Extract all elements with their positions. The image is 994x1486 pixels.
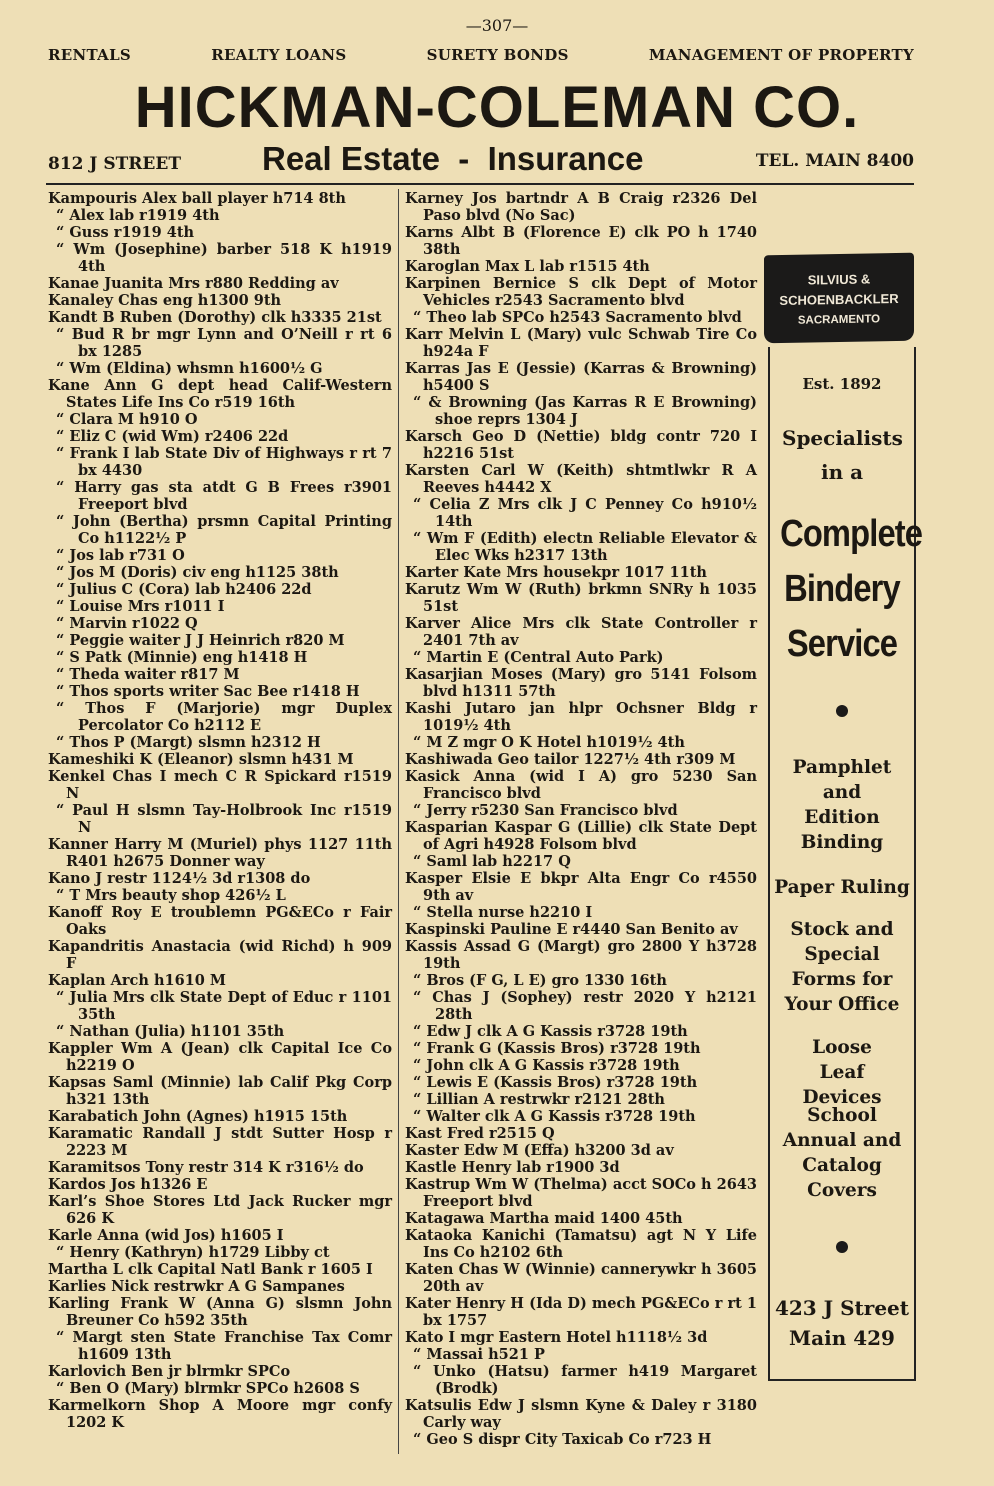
directory-entry: Kampouris Alex ball player h714 8th [48,190,346,207]
bindery-advertisement [768,347,923,1381]
directory-entry: “ Nathan (Julia) h1101 35th [56,1023,285,1040]
bullet-icon [836,705,848,717]
directory-entry: “ Geo S dispr City Taxicab Co r723 H [413,1431,712,1448]
directory-entry: Kataoka Kanichi (Tamatsu) agt N Y Life Ins Co h2102 6th [405,1227,757,1261]
directory-entry: Kanoff Roy E troublemn PG&ECo r Fair Oaks [48,904,392,938]
service-rentals: RENTALS [48,46,132,64]
ad-service-covers: School Annual and Catalog Covers [782,1105,902,1201]
directory-entry: Kashi Jutaro jan hlpr Ochsner Bldg r 1019½ 4th [405,700,757,734]
page-number: —307— [465,16,529,35]
directory-entry: Kanner Harry M (Muriel) phys 1127 11th R401 h2675 Donner way [48,836,392,870]
directory-entry: Karras Jas E (Jessie) (Karras & Browning) h5400 S [405,360,757,394]
directory-entry: “ Wm F (Edith) electn Reliable Elevator & Elec Wks h2317 13th [413,530,757,564]
directory-entry: “ Stella nurse h2210 I [413,904,593,921]
directory-entry: “ Julia Mrs clk State Dept of Educ r 1101 35th [56,989,392,1023]
directory-entry: Kameshiki K (Eleanor) slsmn h431 M [48,751,354,768]
directory-entry: Kandt B Ruben (Dorothy) clk h3335 21st [48,309,382,326]
directory-entry: Kane Ann G dept head Calif-Western States Life Ins Co r519 16th [48,377,392,411]
services-line [48,46,914,64]
directory-column-left [48,190,392,1431]
directory-entry: “ Louise Mrs r1011 I [56,598,225,615]
ad-headline-3: Service [786,623,898,665]
directory-entry: Kasick Anna (wid I A) gro 5230 San Francisco blvd [405,768,757,802]
directory-entry: “ Bud R br mgr Lynn and O’Neill r rt 6 bx 1285 [56,326,392,360]
directory-entry: “ Eliz C (wid Wm) r2406 22d [56,428,289,445]
directory-entry: “ Wm (Josephine) barber 518 K h1919 4th [56,241,392,275]
ad-service-binding: Pamphlet and Edition Binding [792,757,892,853]
directory-entry: “ Walter clk A G Kassis r3728 19th [413,1108,696,1125]
directory-entry: “ Thos P (Margt) slsmn h2312 H [56,734,321,751]
directory-entry: Kasper Elsie E bkpr Alta Engr Co r4550 9th av [405,870,757,904]
directory-entry: “ M Z mgr O K Hotel h1019½ 4th [413,734,685,751]
ad-footer [770,1293,914,1353]
directory-entry: Kappler Wm A (Jean) clk Capital Ice Co h2219 O [48,1040,392,1074]
directory-entry: “ Ben O (Mary) blrmkr SPCo h2608 S [56,1380,360,1397]
directory-entry: “ Paul H slsmn Tay-Holbrook Inc r1519 N [56,802,392,836]
directory-entry: “ John clk A G Kassis r3728 19th [413,1057,680,1074]
directory-entry: “ Edw J clk A G Kassis r3728 19th [413,1023,688,1040]
directory-entry: “ Saml lab h2217 Q [413,853,571,870]
directory-entry: “ Thos sports writer Sac Bee r1418 H [56,683,360,700]
directory-entry: “ Guss r1919 4th [56,224,195,241]
directory-entry: Katen Chas W (Winnie) cannerywkr h 3605 20th av [405,1261,757,1295]
directory-entry: “ Julius C (Cora) lab h2406 22d [56,581,312,598]
directory-entry: Kardos Jos h1326 E [48,1176,208,1193]
service-surety-bonds: SURETY BONDS [426,46,569,64]
directory-entry: “ Martin E (Central Auto Park) [413,649,664,666]
ad-headline-2: Bindery [784,568,900,610]
directory-entry: Karamatic Randall J stdt Sutter Hosp r 2223 M [48,1125,392,1159]
directory-entry: “ Bros (F G, L E) gro 1330 16th [413,972,667,989]
directory-entry: Kasarjian Moses (Mary) gro 5141 Folsom blvd h1311 57th [405,666,757,700]
directory-entry: “ & Browning (Jas Karras R E Browning) shoe reprs 1304 J [413,394,757,428]
directory-entry: “ Chas J (Sophey) restr 2020 Y h2121 28th [413,989,757,1023]
company-name: HICKMAN-COLEMAN CO. [134,75,860,140]
directory-entry: “ Marvin r1022 Q [56,615,198,632]
ad-address: 423 J Street [774,1296,910,1320]
directory-entry: “ Unko (Hatsu) farmer h419 Margaret (Brodk) [413,1363,757,1397]
service-management: MANAGEMENT OF PROPERTY [648,46,914,64]
directory-entry: “ Massai h521 P [413,1346,545,1363]
directory-entry: Karamitsos Tony restr 314 K r316½ do [48,1159,364,1176]
directory-entry: Kano J restr 1124½ 3d r1308 do [48,870,311,887]
directory-entry: Karoglan Max L lab r1515 4th [405,258,650,275]
company-telephone: TEL. MAIN 8400 [755,151,914,171]
directory-entry: Kanae Juanita Mrs r880 Redding av [48,275,339,292]
directory-entry: Karabatich John (Agnes) h1915 15th [48,1108,348,1125]
directory-entry: “ S Patk (Minnie) eng h1418 H [56,649,308,666]
ad-phone: Main 429 [789,1326,895,1350]
directory-entry: “ Frank I lab State Div of Highways r rt 7 bx 4430 [56,445,392,479]
directory-entry: Kapandritis Anastacia (wid Richd) h 909 F [48,938,392,972]
directory-entry: Kastle Henry lab r1900 3d [405,1159,620,1176]
bindery-logo [764,254,916,342]
directory-entry: Karsch Geo D (Nettie) bldg contr 720 I h2216 51st [405,428,757,462]
directory-entry: Kaster Edw M (Effa) h3200 3d av [405,1142,674,1159]
directory-entry: “ Wm (Eldina) whsmn h1600½ G [56,360,323,377]
ad-headline [780,507,923,672]
directory-entry: “ Theo lab SPCo h2543 Sacramento blvd [413,309,742,326]
ad-headline-1: Complete [780,513,923,555]
directory-entry: Karlies Nick restrwkr A G Sampanes [48,1278,345,1295]
directory-entry: “ Lewis E (Kassis Bros) r3728 19th [413,1074,698,1091]
directory-entry: Kashiwada Geo tailor 1227½ 4th r309 M [405,751,736,768]
directory-entry: Karpinen Bernice S clk Dept of Motor Vehicles r2543 Sacramento blvd [405,275,757,309]
directory-entry: Kapsas Saml (Minnie) lab Calif Pkg Corp h321 13th [48,1074,392,1108]
directory-entry: Karutz Wm W (Ruth) brkmn SNRy h 1035 51st [405,581,757,615]
directory-entry: “ Jos lab r731 O [56,547,185,564]
directory-entry: “ Peggie waiter J J Heinrich r820 M [56,632,345,649]
directory-entry: “ John (Bertha) prsmn Capital Printing Co h1122½ P [56,513,392,547]
business-type: Real Estate - Insurance [262,140,644,177]
logo-line-2: SCHOENBACKLER [779,290,899,309]
directory-entry: Karns Albt B (Florence E) clk PO h 1740 38th [405,224,757,258]
directory-entry: Kast Fred r2515 Q [405,1125,555,1142]
directory-entry: “ Margt sten State Franchise Tax Comr h1609 13th [56,1329,392,1363]
directory-entry: Karmelkorn Shop A Moore mgr confy 1202 K [48,1397,392,1431]
directory-entry: Katagawa Martha maid 1400 45th [405,1210,683,1227]
directory-entry: Karr Melvin L (Mary) vulc Schwab Tire Co h924a F [405,326,757,360]
directory-entry: “ Thos F (Marjorie) mgr Duplex Percolator Co h2112 E [56,700,392,734]
book-logo-icon [764,253,914,344]
header-rule [46,183,914,185]
directory-entry: Karsten Carl W (Keith) shtmtlwkr R A Reeves h4442 X [405,462,757,496]
company-subline [48,140,914,182]
directory-entry: “ Clara M h910 O [56,411,198,428]
ad-specialists-text: Specialists in a [782,426,903,484]
directory-entry: “ T Mrs beauty shop 426½ L [56,887,286,904]
directory-entry: “ Harry gas sta atdt G B Frees r3901 Freeport blvd [56,479,392,513]
directory-entry: “ Celia Z Mrs clk J C Penney Co h910½ 14th [413,496,757,530]
directory-entry: “ Lillian A restrwkr r2121 28th [413,1091,665,1108]
ad-established: Est. 1892 [802,375,882,393]
directory-entry: Kater Henry H (Ida D) mech PG&ECo r rt 1 bx 1757 [405,1295,757,1329]
logo-line-3: SACRAMENTO [797,313,881,327]
directory-entry: Kato I mgr Eastern Hotel h1118½ 3d [405,1329,708,1346]
ad-service-loose-leaf: Loose Leaf Devices [802,1037,882,1108]
company-address: 812 J STREET [48,154,181,174]
directory-entry: Kaspinski Pauline E r4440 San Benito av [405,921,738,938]
directory-entry: Karter Kate Mrs housekpr 1017 11th [405,564,707,581]
directory-entry: Kasparian Kaspar G (Lillie) clk State Dept of Agri h4928 Folsom blvd [405,819,757,853]
directory-entry: Karle Anna (wid Jos) h1605 I [48,1227,284,1244]
column-divider [398,189,399,1454]
directory-entry: Kenkel Chas I mech C R Spickard r1519 N [48,768,392,802]
ad-service-ruling: Paper Ruling [774,877,910,898]
directory-entry: “ Jos M (Doris) civ eng h1125 38th [56,564,339,581]
directory-entry: Kastrup Wm W (Thelma) acct SOCo h 2643 Freeport blvd [405,1176,757,1210]
logo-line-1: SILVIUS & [807,271,871,288]
directory-entry: “ Theda waiter r817 M [56,666,240,683]
directory-entry: Kaplan Arch h1610 M [48,972,226,989]
directory-entry: Karney Jos bartndr A B Craig r2326 Del Paso blvd (No Sac) [405,190,757,224]
ad-service-forms: Stock and Special Forms for Your Office [784,919,900,1015]
directory-entry: Katsulis Edw J slsmn Kyne & Daley r 3180 Carly way [405,1397,757,1431]
service-realty-loans: REALTY LOANS [211,46,347,64]
directory-entry: Karlovich Ben jr blrmkr SPCo [48,1363,291,1380]
directory-entry: “ Henry (Kathryn) h1729 Libby ct [56,1244,330,1261]
directory-entry: “ Frank G (Kassis Bros) r3728 19th [413,1040,701,1057]
directory-entry: Karling Frank W (Anna G) slsmn John Breuner Co h592 35th [48,1295,392,1329]
ad-specialists [770,421,914,489]
directory-entry: “ Jerry r5230 San Francisco blvd [413,802,678,819]
directory-column-right [405,190,757,1448]
directory-entry: Martha L clk Capital Natl Bank r 1605 I [48,1261,373,1278]
directory-entry: Karver Alice Mrs clk State Controller r 2401 7th av [405,615,757,649]
directory-entry: “ Alex lab r1919 4th [56,207,220,224]
directory-entry: Kanaley Chas eng h1300 9th [48,292,282,309]
directory-entry: Kassis Assad G (Margt) gro 2800 Y h3728 19th [405,938,757,972]
directory-entry: Karl’s Shoe Stores Ltd Jack Rucker mgr 626 K [48,1193,392,1227]
bullet-icon [836,1241,848,1253]
